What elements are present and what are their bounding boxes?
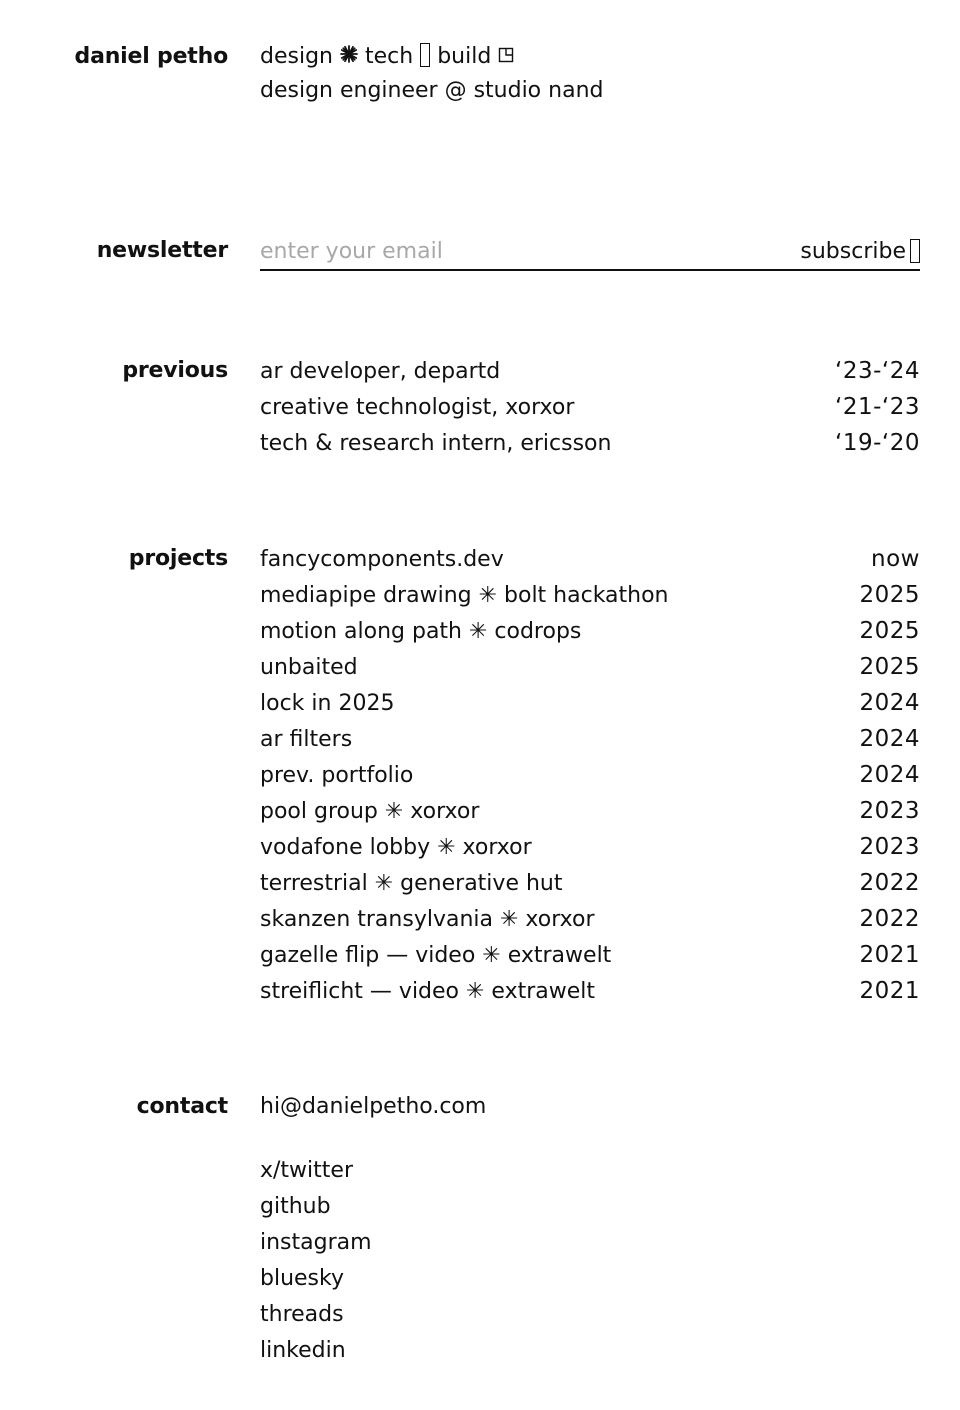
project-year: 2025 xyxy=(859,618,920,644)
project-item[interactable] xyxy=(260,829,920,865)
project-title: gazelle flip — video ✳ extrawelt xyxy=(260,943,612,968)
link-bluesky[interactable]: bluesky xyxy=(260,1266,344,1291)
project-title: mediapipe drawing ✳ bolt hackathon xyxy=(260,583,669,608)
email-link[interactable]: hi@danielpetho.com xyxy=(260,1094,487,1119)
project-title: skanzen transylvania ✳ xorxor xyxy=(260,907,595,932)
project-item[interactable] xyxy=(260,685,920,721)
previous-item[interactable] xyxy=(260,389,920,425)
project-year: 2021 xyxy=(859,978,920,1004)
project-year: 2025 xyxy=(859,582,920,608)
project-item[interactable] xyxy=(260,973,920,1009)
header-content xyxy=(260,40,920,108)
project-title: lock in 2025 xyxy=(260,691,395,716)
sparkle-icon xyxy=(340,40,358,74)
tofu-box-icon xyxy=(910,239,920,263)
project-title: motion along path ✳ codrops xyxy=(260,619,582,644)
project-year: 2022 xyxy=(859,906,920,932)
contact-label: contact xyxy=(136,1094,228,1119)
site-name[interactable]: daniel petho xyxy=(74,44,228,69)
project-title: unbaited xyxy=(260,655,358,680)
project-item[interactable] xyxy=(260,613,920,649)
project-year: 2022 xyxy=(859,870,920,896)
previous-item[interactable] xyxy=(260,425,920,461)
tagline xyxy=(260,40,920,74)
project-year: 2025 xyxy=(859,654,920,680)
newsletter-form xyxy=(260,233,920,271)
previous-item-years: ‘21-‘23 xyxy=(835,394,920,420)
project-title: fancycomponents.dev xyxy=(260,547,504,572)
previous-item-title: ar developer, departd xyxy=(260,359,501,384)
project-item[interactable] xyxy=(260,721,920,757)
project-item[interactable] xyxy=(260,865,920,901)
tagline-build: build xyxy=(437,44,492,69)
link-threads[interactable]: threads xyxy=(260,1302,344,1327)
project-title: vodafone lobby ✳ xorxor xyxy=(260,835,532,860)
project-title: ar filters xyxy=(260,727,353,752)
link-instagram[interactable]: instagram xyxy=(260,1230,372,1255)
project-item[interactable] xyxy=(260,937,920,973)
spacer xyxy=(260,1125,920,1153)
project-item[interactable] xyxy=(260,757,920,793)
previous-label: previous xyxy=(122,358,228,383)
project-item[interactable] xyxy=(260,649,920,685)
project-title: pool group ✳ xorxor xyxy=(260,799,480,824)
corner-square-icon xyxy=(498,40,514,74)
project-year: now xyxy=(871,546,920,572)
link-twitter[interactable]: x/twitter xyxy=(260,1158,353,1183)
project-year: 2023 xyxy=(859,798,920,824)
link-github[interactable]: github xyxy=(260,1194,331,1219)
newsletter-label: newsletter xyxy=(96,238,228,263)
project-year: 2024 xyxy=(859,690,920,716)
project-year: 2024 xyxy=(859,762,920,788)
project-year: 2024 xyxy=(859,726,920,752)
newsletter-content xyxy=(260,233,920,271)
tagline-tech: tech xyxy=(364,44,414,69)
contact-content xyxy=(260,1089,920,1369)
tagline-design: design xyxy=(260,44,333,69)
subscribe-button[interactable] xyxy=(800,234,920,268)
projects-label: projects xyxy=(128,546,228,571)
project-title: streiflicht — video ✳ extrawelt xyxy=(260,979,596,1004)
project-item[interactable] xyxy=(260,541,920,577)
role-text: design engineer @ studio nand xyxy=(260,78,604,103)
project-item[interactable] xyxy=(260,577,920,613)
previous-item-years: ‘23-‘24 xyxy=(835,358,920,384)
previous-item-years: ‘19-‘20 xyxy=(835,430,920,456)
email-input[interactable] xyxy=(260,234,740,268)
previous-list xyxy=(260,353,920,461)
projects-list xyxy=(260,541,920,1009)
previous-item[interactable] xyxy=(260,353,920,389)
project-year: 2023 xyxy=(859,834,920,860)
previous-item-title: creative technologist, xorxor xyxy=(260,395,575,420)
project-year: 2021 xyxy=(859,942,920,968)
project-title: terrestrial ✳ generative hut xyxy=(260,871,563,896)
previous-item-title: tech & research intern, ericsson xyxy=(260,431,612,456)
tofu-box-icon xyxy=(420,43,430,67)
project-title: prev. portfolio xyxy=(260,763,414,788)
project-item[interactable] xyxy=(260,793,920,829)
project-item[interactable] xyxy=(260,901,920,937)
subscribe-label: subscribe xyxy=(800,238,906,264)
link-linkedin[interactable]: linkedin xyxy=(260,1338,346,1363)
